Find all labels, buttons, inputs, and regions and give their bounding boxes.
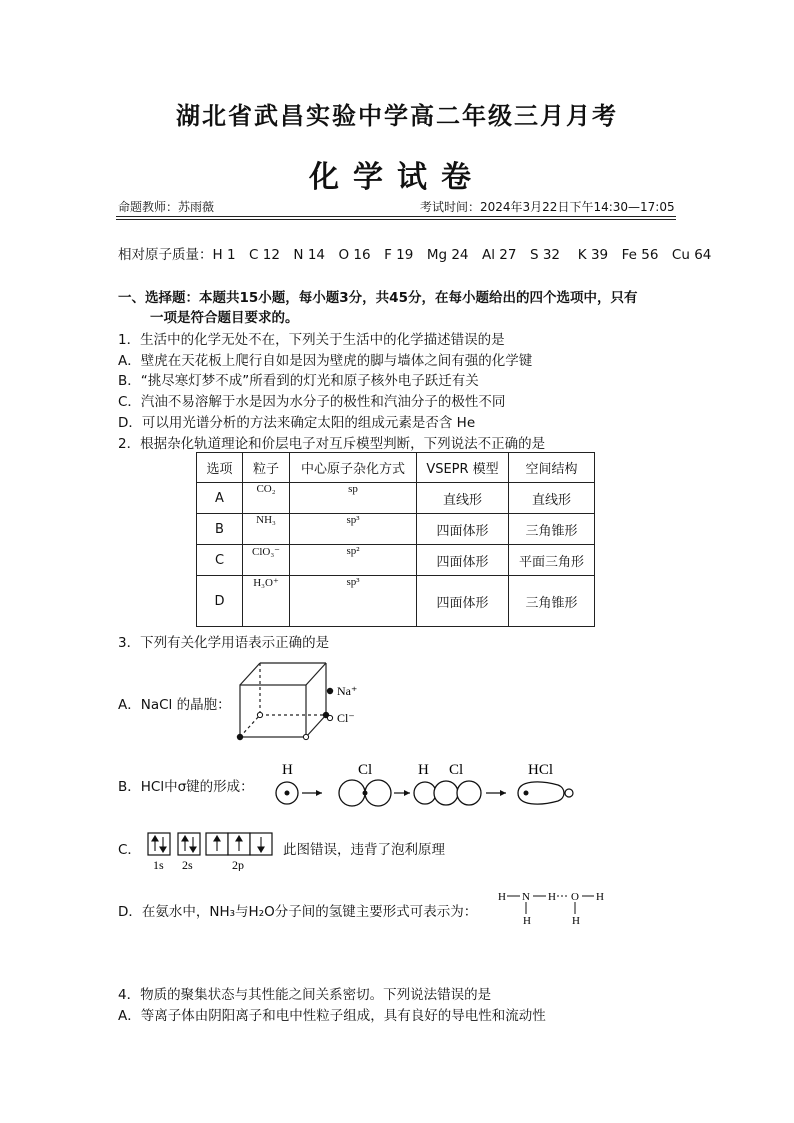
cube-edge	[306, 663, 326, 685]
hydrogen-bond-structure	[496, 884, 616, 930]
q2-cell-vsepr: 四面体形	[417, 545, 509, 576]
q2-cell-particle: H₃O⁺	[243, 576, 290, 627]
q2-cell-particle: ClO₃⁻	[243, 545, 290, 576]
cube-front-face	[240, 685, 306, 737]
q1-option-a: A．壁虎在天花板上爬行自如是因为壁虎的脚与墙体之间有强的化学键	[118, 353, 533, 369]
atom-h: H	[548, 891, 556, 903]
small-back-lobe	[565, 789, 573, 797]
orbital-label-h: H	[282, 762, 293, 778]
atom-h: H	[572, 915, 580, 927]
q2-cell-option: A	[197, 483, 243, 514]
atom-h: H	[523, 915, 531, 927]
atomic-masses: 相对原子质量：H 1 C 12 N 14 O 16 F 19 Mg 24 Al 27 S 32 K 39 Fe 56 Cu 64	[118, 247, 712, 263]
q2-cell-hybridization: sp³	[290, 514, 417, 545]
na-ion-dot	[237, 734, 243, 740]
q2-cell-option: D	[197, 576, 243, 627]
q2-cell-option: C	[197, 545, 243, 576]
q1-option-b: B．“挑尽寒灯梦不成”所看到的灯光和原子核外电子跃迁有关	[118, 373, 479, 389]
atom-n: N	[522, 891, 530, 903]
q2-stem: 2．根据杂化轨道理论和价层电子对互斥模型判断，下列说法不正确的是	[118, 436, 546, 452]
q2-cell-shape: 平面三角形	[509, 545, 595, 576]
arrow-head	[316, 790, 322, 796]
header-rule-thin	[116, 219, 676, 220]
h-s-orbital	[414, 782, 436, 804]
q2-header: 空间结构	[509, 453, 595, 483]
exam-time-line: 考试时间：2024年3月22日下午14:30—17:05	[420, 200, 675, 214]
cube-edge	[306, 715, 326, 737]
sigma-bond-formation-diagram	[270, 760, 590, 810]
atom-o: O	[571, 891, 579, 903]
q1-stem: 1．生活中的化学无处不在，下列关于生活中的化学描述错误的是	[118, 332, 505, 348]
cube-hidden-edge	[240, 715, 260, 737]
orbital-diagram	[146, 831, 276, 871]
q3-option-c-label: C．	[118, 842, 141, 858]
exam-subject-title: 化学试卷	[309, 160, 485, 195]
section1-heading: 一、选择题：本题共15小题，每小题3分，共45分，在每小题给出的四个选项中，只有	[118, 290, 638, 306]
cl-electron	[363, 791, 368, 796]
orbital-label-cl: Cl	[449, 762, 464, 778]
q2-cell-vsepr: 四面体形	[417, 576, 509, 627]
arrow-head	[500, 790, 506, 796]
q4-stem: 4．物质的聚集状态与其性能之间关系密切。下列说法错误的是	[118, 987, 492, 1003]
q2-cell-shape: 三角锥形	[509, 576, 595, 627]
cl-ion-dot	[257, 712, 262, 717]
q2-cell-particle: NH₃	[243, 514, 290, 545]
orbital-label-2s: 2s	[182, 858, 193, 871]
cl-ion-dot	[303, 734, 308, 739]
header-rule	[116, 216, 676, 217]
orbital-label-cl: Cl	[358, 762, 373, 778]
legend-na-label: Na⁺	[337, 684, 358, 698]
q2-header: 中心原子杂化方式	[290, 453, 417, 483]
arrow-head	[404, 790, 410, 796]
legend-cl-label: Cl⁻	[337, 711, 355, 725]
h-electron	[285, 791, 290, 796]
school-exam-title: 湖北省武昌实验中学高二年级三月月考	[176, 101, 618, 130]
q3-option-c-text: 此图错误，违背了泡利原理	[283, 842, 445, 858]
orbital-label-h: H	[418, 762, 429, 778]
q2-cell-hybridization: sp	[290, 483, 417, 514]
q2-header: 粒子	[243, 453, 290, 483]
q2-cell-vsepr: 直线形	[417, 483, 509, 514]
author-line: 命题教师：苏雨薇	[118, 200, 215, 214]
cl-p-orbital-lobe	[365, 780, 391, 806]
orbital-label-2p: 2p	[232, 858, 244, 871]
q1-option-c: C．汽油不易溶解于水是因为水分子的极性和汽油分子的极性不同	[118, 394, 506, 410]
q2-cell-vsepr: 四面体形	[417, 514, 509, 545]
bond-electron-pair	[524, 791, 529, 796]
q2-cell-particle: CO₂	[243, 483, 290, 514]
legend-cl-dot	[327, 715, 332, 720]
section1-heading-cont: 一项是符合题目要求的。	[150, 310, 299, 326]
q1-option-d: D．可以用光谱分析的方法来确定太阳的组成元素是否含 He	[118, 415, 476, 431]
orbital-label-hcl: HCl	[528, 762, 554, 778]
q2-cell-shape: 三角锥形	[509, 514, 595, 545]
nacl-unit-cell-diagram	[232, 655, 372, 745]
cube-edge	[240, 663, 260, 685]
q2-header: VSEPR 模型	[417, 453, 509, 483]
q3-option-b-label: B．HCl中σ键的形成：	[118, 779, 254, 795]
atom-h: H	[596, 891, 604, 903]
orbital-label-1s: 1s	[153, 858, 164, 871]
cl-p-orbital-lobe	[339, 780, 365, 806]
q3-option-a-label: A．NaCl 的晶胞：	[118, 697, 231, 713]
orbital-box-1s	[148, 833, 170, 855]
q3-option-d-label: D．在氨水中，NH₃与H₂O分子间的氢键主要形式可表示为：	[118, 904, 478, 920]
q2-cell-hybridization: sp²	[290, 545, 417, 576]
q2-cell-hybridization: sp³	[290, 576, 417, 627]
cl-p-orbital-lobe	[457, 781, 481, 805]
q2-cell-option: B	[197, 514, 243, 545]
q4-option-a: A．等离子体由阴阳离子和电中性粒子组成，具有良好的导电性和流动性	[118, 1008, 546, 1024]
q2-cell-shape: 直线形	[509, 483, 595, 514]
q2-header: 选项	[197, 453, 243, 483]
cl-p-orbital-lobe	[434, 781, 458, 805]
atom-h: H	[498, 891, 506, 903]
q2-table	[196, 452, 595, 627]
legend-na-dot	[327, 688, 333, 694]
q3-stem: 3．下列有关化学用语表示正确的是	[118, 635, 330, 651]
orbital-box-2s	[178, 833, 200, 855]
